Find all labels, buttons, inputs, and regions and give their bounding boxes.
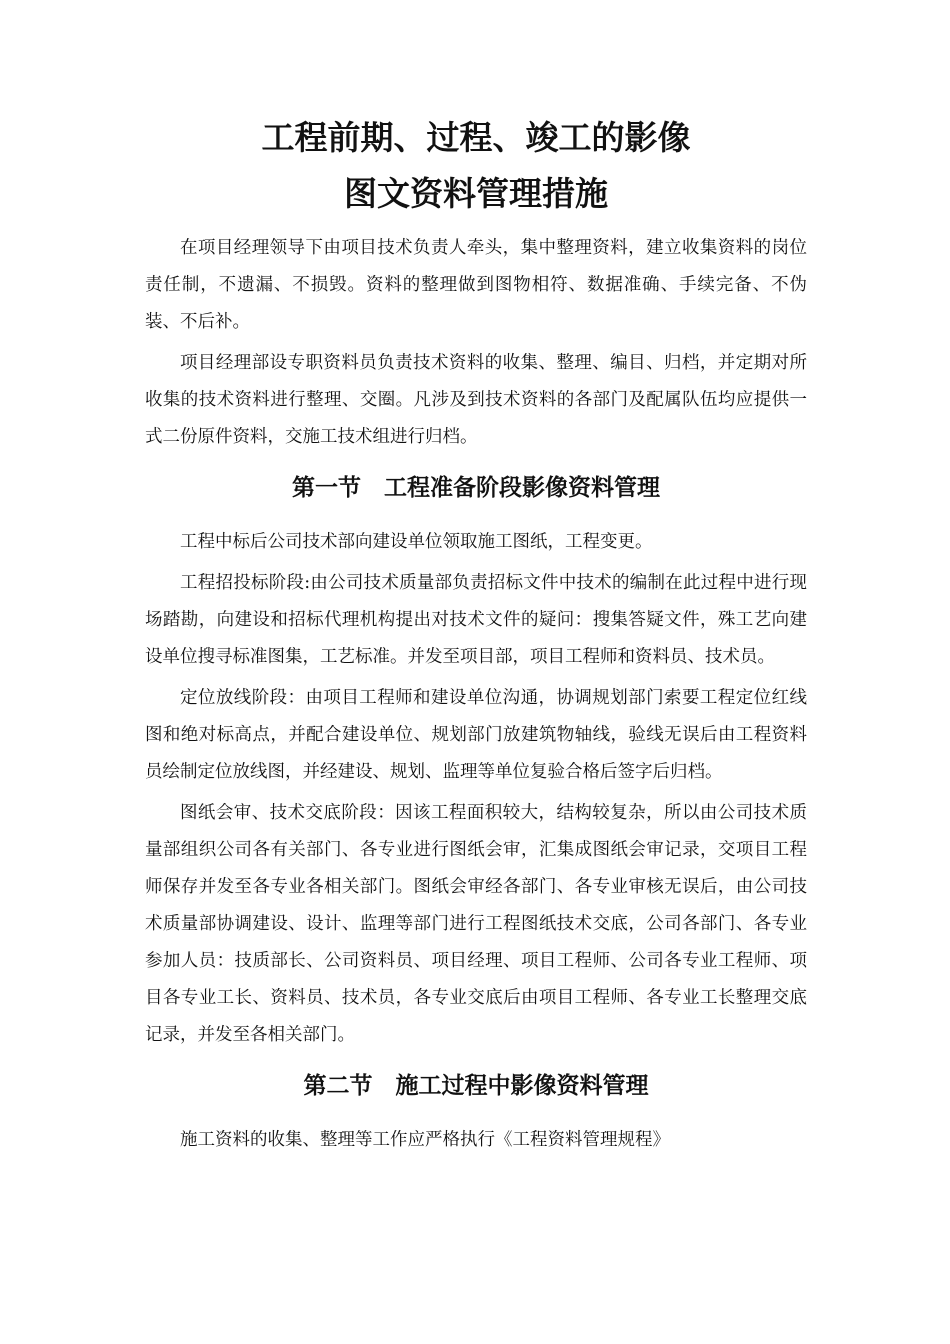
section-1-paragraph: 工程招投标阶段:由公司技术质量部负责招标文件中技术的编制在此过程中进行现场踏勘，向建设和招标代理机构提出对技术文件的疑问：搜集答疑文件，殊工艺向建设单位搜寻标准图集，工艺标准。并发至项目部，项目工程师和资料员、技术员。 — [145, 573, 807, 667]
intro-paragraph: 在项目经理领导下由项目技术负责人牵头，集中整理资料，建立收集资料的岗位责任制，不遗漏、不损毁。资料的整理做到图物相符、数据准确、手续完备、不伪装、不后补。 — [145, 238, 807, 332]
section-2-heading: 第二节 施工过程中影像资料管理 — [303, 1073, 649, 1099]
section-1-paragraph: 定位放线阶段：由项目工程师和建设单位沟通，协调规划部门索要工程定位红线图和绝对标高点，并配合建设单位、规划部门放建筑物轴线，验线无误后由工程资料员绘制定位放线图，并经建设、规划、监理等单位复验合格后签字后归档。 — [145, 688, 807, 782]
title-line-2: 图文资料管理措施 — [344, 174, 608, 213]
section-1-paragraph: 工程中标后公司技术部向建设单位领取施工图纸，工程变更。 — [180, 532, 653, 552]
document-title — [145, 110, 807, 222]
section-1-heading: 第一节 工程准备阶段影像资料管理 — [292, 475, 660, 501]
document-page — [145, 110, 807, 1163]
title-line-1: 工程前期、过程、竣工的影像 — [261, 118, 691, 157]
intro-paragraph: 项目经理部设专职资料员负责技术资料的收集、整理、编目、归档，并定期对所收集的技术资料进行整理、交圈。凡涉及到技术资料的各部门及配属队伍均应提供一式二份原件资料，交施工技术组进行归档。 — [145, 353, 807, 447]
section-2-paragraph: 施工资料的收集、整理等工作应严格执行《工程资料管理规程》 — [180, 1130, 670, 1150]
section-1-paragraph: 图纸会审、技术交底阶段：因该工程面积较大，结构较复杂，所以由公司技术质量部组织公司各有关部门、各专业进行图纸会审，汇集成图纸会审记录，交项目工程师保存并发至各专业各相关部门。图纸会审经各部门、各专业审核无误后，由公司技术质量部协调建设、设计、监理等部门进行工程图纸技术交底，公司各部门、各专业参加人员：技质部长、公司资料员、项目经理、项目工程师、公司各专业工程师、项目各专业工长、资料员、技术员，各专业交底后由项目工程师、各专业工长整理交底记录，并发至各相关部门。 — [145, 803, 807, 1045]
